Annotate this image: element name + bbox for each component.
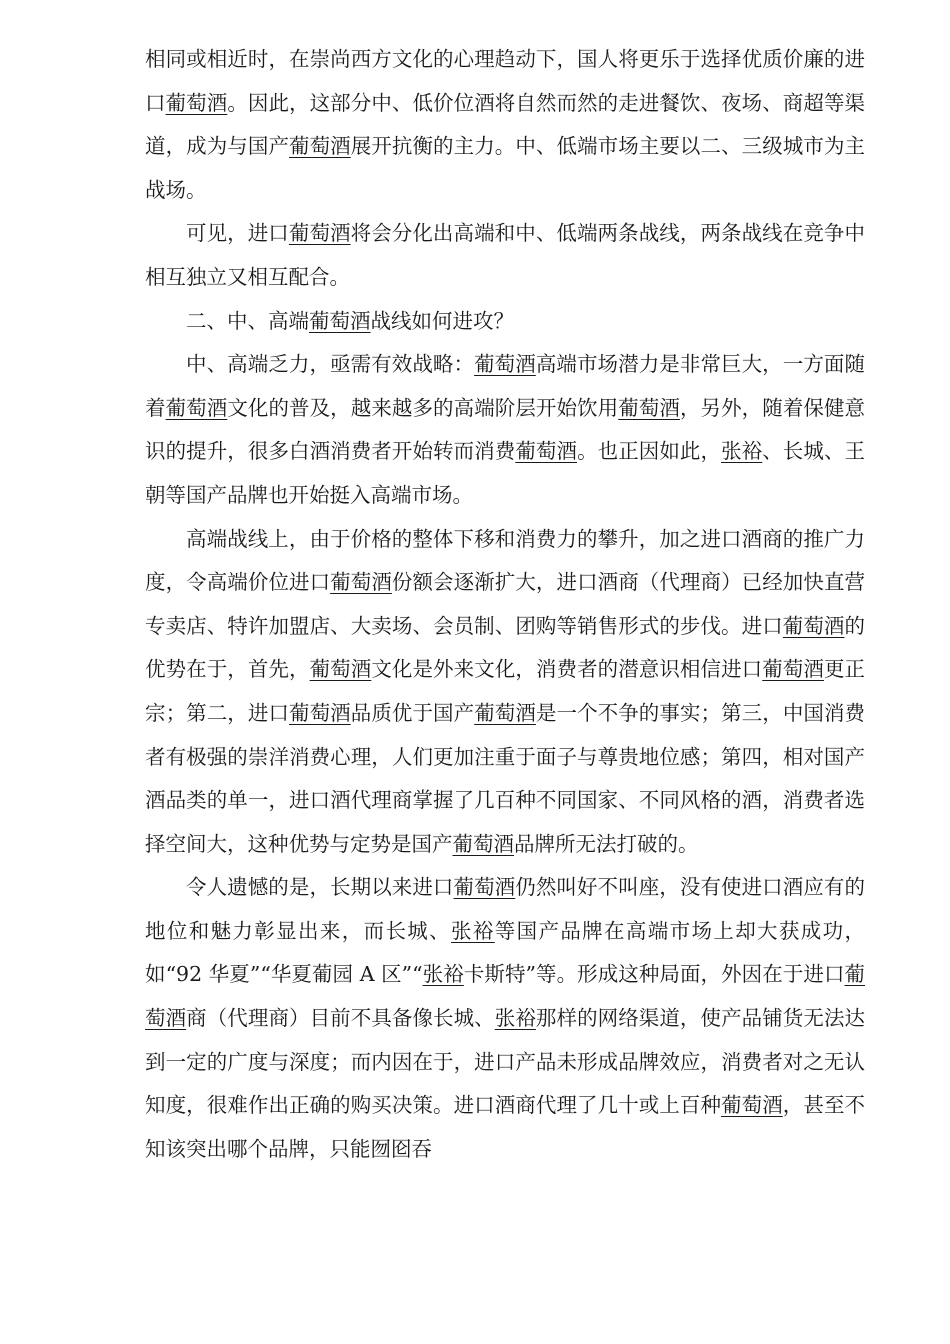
hyperlink-keyword[interactable]: 葡萄酒 <box>782 613 845 638</box>
paragraph-text: 二、中、高端 <box>186 308 309 333</box>
paragraph-text: ，甚至不知该突出哪个品牌，只能囫囵吞 <box>145 1093 866 1161</box>
hyperlink-keyword[interactable]: 葡萄酒 <box>309 657 372 682</box>
paragraph-text: 相同或相近时，在崇尚西方文化的心理趋动下，国人将更乐于选择优质价廉的进口 <box>145 47 865 115</box>
hyperlink-keyword[interactable]: 葡萄酒 <box>474 352 536 377</box>
paragraph-text: 更正宗；第二，进口 <box>145 657 866 725</box>
paragraph-text: 展开抗衡的主力。中、低端市场主要以二、三级城市为主战场。 <box>145 134 866 202</box>
paragraph-text: 的优势在于，首先， <box>145 613 866 682</box>
paragraph-text: ，另外，随着保健意识的提升，很多白酒消费者开始转而消费 <box>145 395 866 464</box>
paragraph-text: 品牌所无法打破的。 <box>514 831 699 856</box>
paragraph-text: 那样的网络渠道，使产品铺货无法达到一定的广度与深度；而内因在于，进口产品未形成品牌效应，消费者对之无认知度，很难作出正确的购买决策。进口酒商代理了几十或上百种 <box>145 1006 866 1118</box>
paragraph <box>145 212 865 299</box>
hyperlink-keyword[interactable]: 张裕 <box>422 962 464 987</box>
hyperlink-keyword[interactable]: 葡萄酒 <box>289 134 351 159</box>
paragraph <box>145 343 865 517</box>
hyperlink-keyword[interactable]: 葡萄酒 <box>330 570 392 595</box>
hyperlink-keyword[interactable]: 葡萄酒 <box>289 700 351 725</box>
hyperlink-keyword[interactable]: 葡萄酒 <box>288 221 351 246</box>
hyperlink-keyword[interactable]: 葡萄酒 <box>515 439 578 464</box>
paragraph-text: 品质优于国产 <box>350 700 475 725</box>
paragraph-text: 等国产品牌在高端市场上却大获成功，如“92 华夏”“华夏葡园 A 区”“ <box>145 918 865 987</box>
hyperlink-keyword[interactable]: 葡萄酒 <box>762 657 824 682</box>
hyperlink-keyword[interactable]: 张裕 <box>451 918 495 943</box>
paragraph-text: 高端市场潜力是非常巨大，一方面随着 <box>145 352 865 420</box>
paragraph-text: 高端战线上，由于价格的整体下移和消费力的攀升，加之进口酒商的推广力度，令高端价位进口 <box>145 526 865 595</box>
hyperlink-keyword[interactable]: 张裕 <box>721 439 763 464</box>
hyperlink-keyword[interactable]: 葡萄酒 <box>474 700 536 725</box>
paragraph-text: 商（代理商）目前不具备像长城、 <box>186 1006 495 1031</box>
hyperlink-keyword[interactable]: 葡萄酒 <box>452 831 514 856</box>
paragraph-text: 文化的普及，越来越多的高端阶层开始饮用 <box>227 395 619 420</box>
hyperlink-keyword[interactable]: 葡萄酒 <box>165 90 228 115</box>
hyperlink-keyword[interactable]: 葡萄酒 <box>165 395 228 420</box>
paragraph-text: 是一个不争的事实；第三，中国消费者有极强的崇洋消费心理，人们更加注重于面子与尊贵地位感；第四，相对国产酒品类的单一，进口酒代理商掌握了几百种不同国家、不同风格的酒，消费者选择空间大，这种优势与定势是国产 <box>145 700 866 856</box>
paragraph-text: 、长城、王朝等国产品牌也开始挺入高端市场。 <box>145 439 866 507</box>
paragraph-text: 。因此，这部分中、低价位酒将自然而然的走进餐饮、夜场、商超等渠道，成为与国产 <box>145 90 866 159</box>
document-body <box>145 38 865 1171</box>
hyperlink-keyword[interactable]: 葡萄酒 <box>618 395 680 420</box>
paragraph-text: 。也正因如此， <box>577 439 722 464</box>
hyperlink-keyword[interactable]: 葡萄酒 <box>721 1093 783 1118</box>
hyperlink-keyword[interactable]: 葡萄酒 <box>309 308 371 333</box>
paragraph-text: 份额会逐渐扩大，进口酒商（代理商）已经加快直营专卖店、特许加盟店、大卖场、会员制、团购等销售形式的步伐。进口 <box>145 570 866 638</box>
paragraph-text: 仍然叫好不叫座，没有使进口酒应有的地位和魅力彰显出来，而长城、 <box>145 875 865 943</box>
paragraph <box>145 300 865 344</box>
paragraph <box>145 38 865 212</box>
paragraph-text: 令人遗憾的是，长期以来进口 <box>186 875 454 900</box>
paragraph-text: 可见，进口 <box>186 221 289 246</box>
paragraph-text: 卡斯特”等。形成这种局面，外因在于进口 <box>463 962 845 987</box>
hyperlink-keyword[interactable]: 葡萄酒 <box>453 875 516 900</box>
paragraph <box>145 518 865 867</box>
paragraph-text: 文化是外来文化，消费者的潜意识相信进口 <box>371 657 763 682</box>
paragraph-text: 中、高端乏力，亟需有效战略： <box>186 352 475 377</box>
paragraph <box>145 866 865 1171</box>
hyperlink-keyword[interactable]: 张裕 <box>494 1006 536 1031</box>
paragraph-text: 将会分化出高端和中、低端两条战线，两条战线在竞争中相互独立又相互配合。 <box>145 221 865 289</box>
paragraph-text: 战线如何进攻？ <box>370 308 514 333</box>
hyperlink-keyword[interactable]: 葡萄酒 <box>145 962 866 1031</box>
